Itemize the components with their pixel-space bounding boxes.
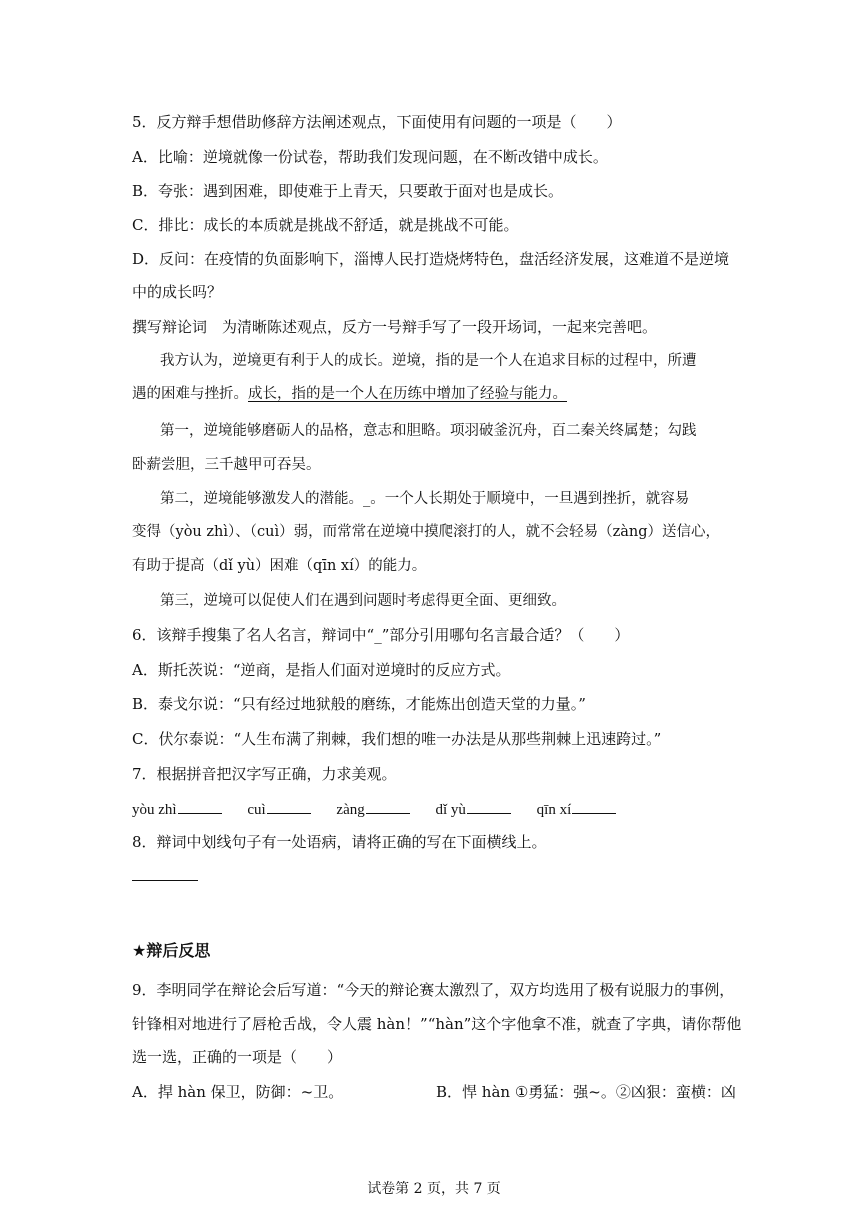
speech-p3-line2: 变得（yòu zhì）、（cuì）弱，而常常在逆境中摸爬滚打的人，就不会轻易（zàng）送信心， <box>132 524 720 540</box>
speech-p2-line2: 卧薪尝胆，三千越甲可吞吴。 <box>132 457 321 473</box>
answer-blank[interactable] <box>178 799 222 814</box>
pinyin-label: qīn xí <box>536 802 572 818</box>
q9-line3: 选一选，正确的一项是（ ） <box>132 1048 343 1066</box>
pinyin-label: yòu zhì <box>132 802 177 818</box>
speech-p1-line1: 我方认为，逆境更有利于人的成长。逆境，指的是一个人在追求目标的过程中，所遭 <box>160 353 697 369</box>
pinyin-item <box>247 799 310 820</box>
q6-option-c: C．伏尔泰说：“人生布满了荆棘，我们想的唯一办法是从那些荆棘上迅速跨过。” <box>132 730 662 748</box>
q7-stem: 7．根据拼音把汉字写正确，力求美观。 <box>132 765 397 783</box>
answer-blank[interactable] <box>366 799 410 814</box>
q5-stem: 5．反方辩手想借助修辞方法阐述观点，下面使用有问题的一项是（ ） <box>132 113 622 131</box>
answer-blank[interactable] <box>467 799 511 814</box>
q9-option-b: B．悍 hàn ①勇猛：强~。②凶狠：蛮横：凶 <box>436 1083 736 1101</box>
q9-line2: 针锋相对地进行了唇枪舌战，令人震 hàn！”“hàn”这个字他拿不准，就查了字典，请你帮他 <box>132 1015 742 1033</box>
q9-option-a: A．捍 hàn 保卫，防御：~卫。 <box>132 1083 344 1101</box>
answer-blank[interactable] <box>267 799 311 814</box>
speech-p2-line1: 第一，逆境能够磨砺人的品格，意志和胆略。项羽破釜沉舟，百二秦关终属楚；勾践 <box>160 423 697 439</box>
pinyin-item <box>435 799 510 820</box>
pinyin-item <box>336 799 409 820</box>
speech-p3-line3: 有助于提高（dǐ yù）困难（qīn xí）的能力。 <box>132 558 427 574</box>
speech-p1-line2 <box>132 384 567 404</box>
section-title: ★辩后反思 <box>132 941 211 960</box>
page-footer: 试卷第 2 页，共 7 页 <box>367 1181 501 1197</box>
task-description: 撰写辩论词 为清晰陈述观点，反方一号辩手写了一段开场词，一起来完善吧。 <box>132 318 658 336</box>
speech-p3-line1: 第二，逆境能够激发人的潜能。_。一个人长期处于顺境中，一旦遇到挫折，就容易 <box>160 491 690 507</box>
q6-option-b: B．泰戈尔说：“只有经过地狱般的磨练，才能炼出创造天堂的力量。” <box>132 695 586 713</box>
q6-option-a: A．斯托茨说：“逆商，是指人们面对逆境时的反应方式。 <box>132 661 511 679</box>
answer-blank[interactable] <box>572 799 616 814</box>
q5-option-b: B．夸张：遇到困难，即使难于上青天，只要敢于面对也是成长。 <box>132 182 564 200</box>
q5-option-c: C．排比：成长的本质就是挑战不舒适，就是挑战不可能。 <box>132 216 519 234</box>
pinyin-label: zàng <box>336 802 365 818</box>
speech-p4: 第三，逆境可以促使人们在遇到问题时考虑得更全面、更细致。 <box>160 593 566 609</box>
q8-stem: 8．辩词中划线句子有一处语病，请将正确的写在下面横线上。 <box>132 833 547 851</box>
q8-answer-line[interactable] <box>132 880 198 881</box>
q5-option-d-line2: 中的成长吗？ <box>132 283 223 301</box>
pinyin-item <box>132 799 222 820</box>
pinyin-label: cuì <box>247 802 266 818</box>
q5-option-d-line1: D．反问：在疫情的负面影响下，淄博人民打造烧烤特色，盘活经济发展，这难道不是逆境 <box>132 250 730 268</box>
q5-option-a: A．比喻：逆境就像一份试卷，帮助我们发现问题，在不断改错中成长。 <box>132 148 608 166</box>
pinyin-label: dǐ yù <box>435 802 466 818</box>
q7-pinyin-row <box>132 799 638 820</box>
q6-stem: 6．该辩手搜集了名人名言，辩词中“_”部分引用哪句名言最合适？（ ） <box>132 626 630 644</box>
q9-line1: 9．李明同学在辩论会后写道：“今天的辩论赛太激烈了，双方均选用了极有说服力的事例， <box>132 981 735 999</box>
underlined-sentence: 成长，指的是一个人在历练中增加了经验与能力。 <box>248 386 567 402</box>
speech-p1-plain: 遇的困难与挫折。 <box>132 386 248 402</box>
pinyin-item <box>537 799 617 820</box>
